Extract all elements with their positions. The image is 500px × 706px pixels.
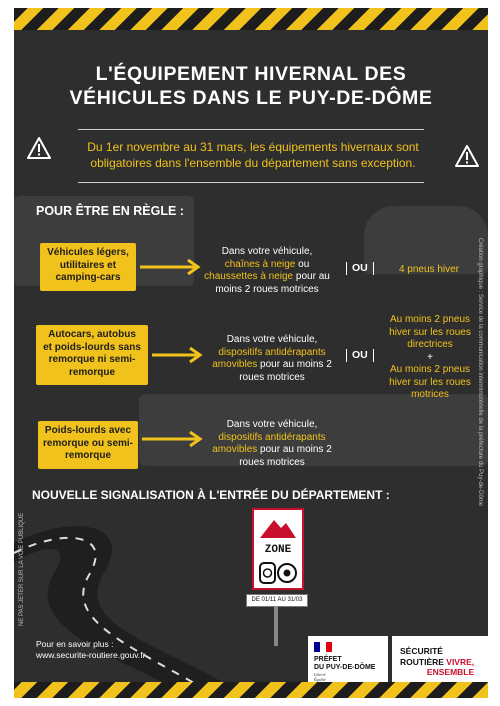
requirement-text: Dans votre véhicule, chaînes à neige ou chaussettes à neige pour au moins 2 roues motrices [204, 246, 330, 295]
vehicle-label-light: Véhicules légers, utilitaires et camping-cars [40, 243, 136, 291]
page-title: L'ÉQUIPEMENT HIVERNAL DES VÉHICULES DANS LE PUY-DE-DÔME [69, 63, 433, 109]
securite-routiere-logo: SÉCURITÉ ROUTIÈRE VIVRE, ENSEMBLE [392, 636, 488, 688]
section-title-signage: NOUVELLE SIGNALISATION À L'ENTRÉE DU DÉPARTEMENT : [32, 488, 390, 502]
zone-road-sign [252, 508, 304, 590]
snow-chain-icon [254, 560, 302, 586]
side-credit-right: Création graphique : Service de la communication interministérielle de la préfecture du Puy-de-Dôme [477, 238, 483, 507]
sign-post [274, 606, 278, 646]
poster [14, 8, 488, 698]
mountain-icon [254, 512, 302, 542]
hazard-stripe-top [14, 8, 488, 30]
date-plate: DE 01/11 AU 31/03 [246, 594, 308, 607]
section-title-rules: POUR ÊTRE EN RÈGLE : [36, 204, 184, 218]
warning-icon [454, 144, 480, 168]
zone-label: ZONE [264, 544, 292, 556]
hazard-stripe-bottom [14, 682, 488, 698]
intro-text: Du 1er novembre au 31 mars, les équipements hivernaux sont obligatoires dans l'ensemble du département sans exception. [87, 140, 419, 170]
arrow-right-icon [152, 347, 204, 363]
arrow-right-icon [140, 259, 202, 275]
side-notice-left: NE PAS JETER SUR LA VOIE PUBLIQUE [19, 512, 25, 626]
alternative-text: Au moins 2 pneus hiver sur les roues directrices + Au moins 2 pneus hiver sur les roues motrices [389, 314, 471, 400]
more-info: Pour en savoir plus : www.securite-routiere.gouv.fr [36, 639, 146, 660]
warning-icon [26, 136, 52, 160]
prefet-logo: PRÉFET DU PUY-DE-DÔME Liberté Égalité [308, 636, 388, 688]
or-separator: OU [346, 349, 374, 362]
divider-top [78, 129, 424, 130]
marianne-flag-icon [314, 642, 332, 652]
requirement-text: Dans votre véhicule, dispositifs antidérapants amovibles pour au moins 2 roues motrices [212, 334, 332, 383]
requirement-text: Dans votre véhicule, dispositifs antidérapants amovibles pour au moins 2 roues motrices [212, 419, 332, 468]
or-separator: OU [346, 262, 374, 275]
website-link[interactable]: www.securite-routiere.gouv.fr [36, 650, 146, 660]
vehicle-label-bus: Autocars, autobus et poids-lourds sans remorque ni semi- remorque [36, 325, 148, 385]
divider-bottom [78, 182, 424, 183]
alternative-text: 4 pneus hiver [398, 264, 460, 275]
vehicle-label-truck-trailer: Poids-lourds avec remorque ou semi- remorque [38, 421, 138, 469]
arrow-right-icon [142, 431, 204, 447]
